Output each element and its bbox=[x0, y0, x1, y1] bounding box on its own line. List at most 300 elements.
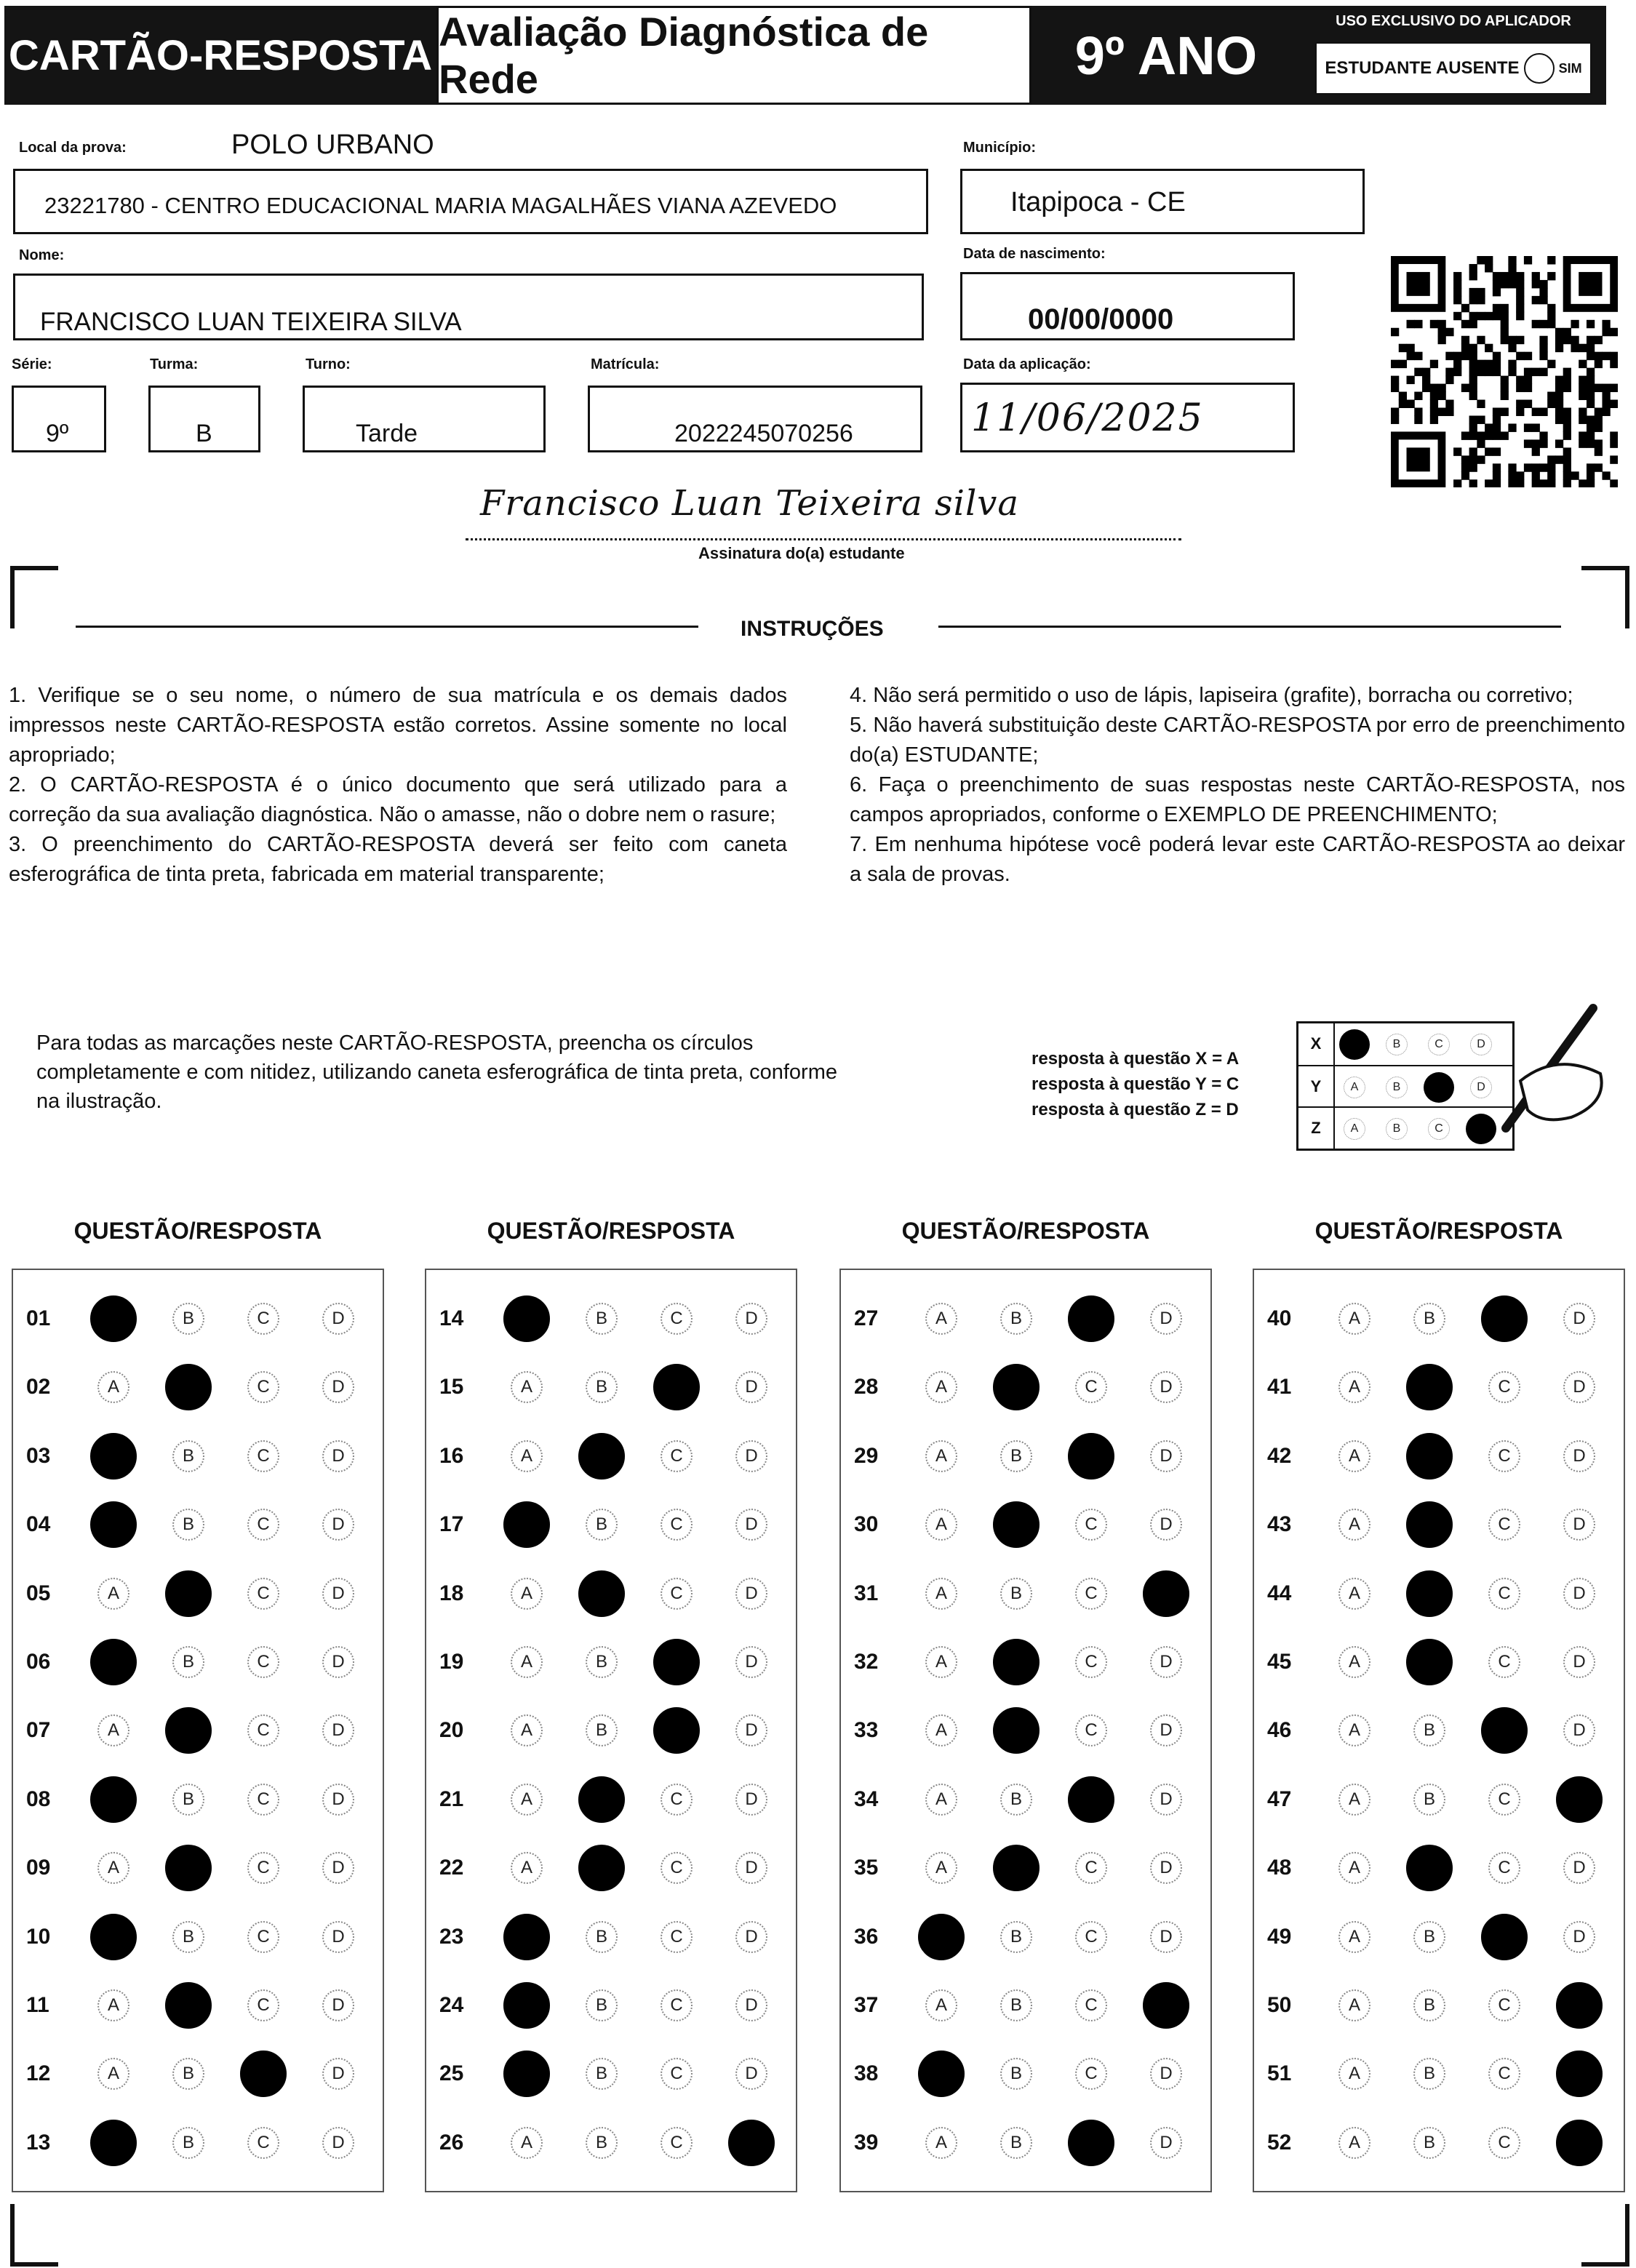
answer-bubble-c[interactable]: C bbox=[661, 1852, 693, 1884]
answer-bubble-d[interactable]: D bbox=[735, 2058, 767, 2090]
answer-bubble-b[interactable]: B bbox=[1000, 1989, 1032, 2021]
answer-bubble-d[interactable]: D bbox=[735, 1578, 767, 1610]
applicator-box bbox=[1301, 6, 1606, 105]
column-header: QUESTÃO/RESPOSTA bbox=[487, 1218, 735, 1244]
school-value: 23221780 - CENTRO EDUCACIONAL MARIA MAGALHÃES VIANA AZEVEDO bbox=[44, 193, 837, 218]
answer-bubble-d[interactable]: D bbox=[322, 1646, 354, 1678]
absent-option: SIM bbox=[1558, 60, 1582, 76]
answer-bubble-c[interactable]: C bbox=[247, 2127, 279, 2159]
answer-bubble-a[interactable]: A bbox=[97, 1714, 129, 1746]
answer-bubble-b[interactable]: B bbox=[1000, 2058, 1032, 2090]
answer-bubble-c[interactable]: C bbox=[247, 1578, 279, 1610]
question-number: 30 bbox=[854, 1512, 879, 1537]
answer-bubble-c[interactable]: C bbox=[1075, 1852, 1107, 1884]
answer-bubble-a[interactable]: A bbox=[1338, 1303, 1370, 1335]
answer-bubble-c[interactable]: C bbox=[1488, 2058, 1520, 2090]
answer-column bbox=[839, 1269, 1212, 2192]
answer-bubble-d[interactable]: D bbox=[1150, 1852, 1182, 1884]
answer-bubble-c[interactable]: C bbox=[661, 1440, 693, 1472]
question-number: 06 bbox=[26, 1650, 51, 1674]
answer-bubble-d[interactable]: D bbox=[1556, 1982, 1603, 2029]
answer-bubble-b[interactable]: B bbox=[1000, 1303, 1032, 1335]
answer-bubble-b[interactable]: B bbox=[1406, 1364, 1453, 1410]
answer-bubble-d[interactable]: D bbox=[1150, 1784, 1182, 1816]
answer-bubble-b[interactable]: B bbox=[1406, 1501, 1453, 1548]
answer-bubble-d[interactable]: D bbox=[735, 1509, 767, 1541]
answer-bubble-d[interactable]: D bbox=[322, 1784, 354, 1816]
answer-bubble-a[interactable]: A bbox=[97, 1371, 129, 1403]
answer-bubble-c[interactable]: C bbox=[1068, 1295, 1114, 1342]
answer-bubble-b[interactable]: B bbox=[1000, 1921, 1032, 1953]
answer-bubble-d[interactable]: D bbox=[735, 1714, 767, 1746]
answer-bubble-c[interactable]: C bbox=[1488, 1989, 1520, 2021]
answer-bubble-d[interactable]: D bbox=[322, 1509, 354, 1541]
answer-bubble-b[interactable]: B bbox=[172, 1921, 204, 1953]
answer-bubble-b[interactable]: B bbox=[172, 2058, 204, 2090]
answer-column bbox=[425, 1269, 797, 2192]
question-number: 08 bbox=[26, 1786, 51, 1811]
answer-bubble-b[interactable]: B bbox=[165, 1364, 212, 1410]
answer-bubble-a[interactable]: A bbox=[1338, 2127, 1370, 2159]
answer-bubble-c[interactable]: C bbox=[1075, 1921, 1107, 1953]
answer-bubble-a[interactable]: A bbox=[925, 1646, 957, 1678]
question-number: 39 bbox=[854, 2130, 879, 2155]
answer-bubble-d[interactable]: D bbox=[322, 1921, 354, 1953]
answer-bubble-a[interactable]: A bbox=[511, 1440, 543, 1472]
answer-bubble-a[interactable]: A bbox=[1338, 1784, 1370, 1816]
answer-bubble-d[interactable]: D bbox=[1150, 1509, 1182, 1541]
example-bubble: C bbox=[1428, 1034, 1450, 1055]
question-row bbox=[1254, 2109, 1624, 2177]
instruction-3: 3. O preenchimento do CARTÃO-RESPOSTA deverá ser feito com caneta esferográfica de tinta preta, fabricada em material transparente; bbox=[9, 833, 787, 886]
answer-bubble-c[interactable]: C bbox=[661, 1303, 693, 1335]
example-question-label: Z bbox=[1298, 1108, 1335, 1149]
answer-bubble-d[interactable]: D bbox=[735, 1784, 767, 1816]
answer-bubble-b[interactable]: B bbox=[586, 2058, 618, 2090]
answer-bubble-a[interactable]: A bbox=[503, 1501, 550, 1548]
answer-bubble-a[interactable]: A bbox=[925, 1784, 957, 1816]
answer-bubble-c[interactable]: C bbox=[653, 1707, 700, 1754]
question-number: 51 bbox=[1267, 2061, 1292, 2086]
question-number: 09 bbox=[26, 1856, 51, 1880]
answer-bubble-c[interactable]: C bbox=[240, 2051, 287, 2097]
answer-bubble-a[interactable]: A bbox=[1338, 1989, 1370, 2021]
instruction-7: 7. Em nenhuma hipótese você poderá levar este CARTÃO-RESPOSTA ao deixar a sala de provas. bbox=[850, 833, 1625, 886]
question-number: 50 bbox=[1267, 1993, 1292, 2017]
answer-bubble-c[interactable]: C bbox=[661, 1509, 693, 1541]
answer-bubble-b[interactable]: B bbox=[165, 1707, 212, 1754]
answer-bubble-c[interactable]: C bbox=[653, 1364, 700, 1410]
answer-bubble-c[interactable]: C bbox=[1488, 1440, 1520, 1472]
answer-bubble-c[interactable]: C bbox=[1481, 1295, 1528, 1342]
signature-label: Assinatura do(a) estudante bbox=[698, 544, 905, 562]
answer-bubble-d[interactable]: D bbox=[1563, 1303, 1595, 1335]
answer-bubble-d[interactable]: D bbox=[735, 1852, 767, 1884]
answer-bubble-d[interactable]: D bbox=[1563, 1371, 1595, 1403]
question-row bbox=[426, 1628, 796, 1696]
answer-bubble-b[interactable]: B bbox=[1413, 1921, 1445, 1953]
answer-bubble-a[interactable]: A bbox=[925, 1578, 957, 1610]
question-row bbox=[13, 1971, 383, 2040]
question-number: 28 bbox=[854, 1375, 879, 1399]
answer-bubble-c[interactable]: C bbox=[1488, 1852, 1520, 1884]
answer-bubble-c[interactable]: C bbox=[1068, 2120, 1114, 2166]
answer-bubble-d[interactable]: D bbox=[1556, 1776, 1603, 1823]
answer-bubble-b[interactable]: B bbox=[1000, 1440, 1032, 1472]
name-field bbox=[13, 273, 924, 340]
answer-bubble-c[interactable]: C bbox=[661, 1989, 693, 2021]
answer-bubble-b[interactable]: B bbox=[1000, 2127, 1032, 2159]
answer-bubble-a[interactable]: A bbox=[511, 1784, 543, 1816]
answer-bubble-a[interactable]: A bbox=[90, 1639, 137, 1685]
answer-bubble-b[interactable]: B bbox=[586, 1371, 618, 1403]
absent-label: ESTUDANTE AUSENTE bbox=[1325, 58, 1520, 78]
question-number: 36 bbox=[854, 1924, 879, 1949]
answer-bubble-d[interactable]: D bbox=[1556, 2051, 1603, 2097]
answer-bubble-c[interactable]: C bbox=[661, 1578, 693, 1610]
answer-bubble-b[interactable]: B bbox=[1413, 1714, 1445, 1746]
answer-bubble-b[interactable]: B bbox=[586, 1714, 618, 1746]
grade-value: 9º bbox=[46, 420, 69, 447]
answer-bubble-a[interactable]: A bbox=[925, 1989, 957, 2021]
question-row bbox=[1254, 1903, 1624, 1971]
answer-bubble-d[interactable]: D bbox=[735, 1303, 767, 1335]
answer-bubble-a[interactable]: A bbox=[511, 2127, 543, 2159]
answer-bubble-b[interactable]: B bbox=[993, 1639, 1040, 1685]
question-row bbox=[841, 1422, 1210, 1490]
example-bubble-filled: A bbox=[1339, 1029, 1370, 1060]
answer-bubble-a[interactable]: A bbox=[925, 1714, 957, 1746]
exam-title: Avaliação Diagnóstica de Rede bbox=[436, 6, 1032, 105]
answer-bubble-b[interactable]: B bbox=[1406, 1433, 1453, 1480]
question-number: 48 bbox=[1267, 1856, 1292, 1880]
question-number: 16 bbox=[439, 1443, 464, 1468]
question-number: 07 bbox=[26, 1718, 51, 1743]
answer-bubble-d[interactable]: D bbox=[1150, 1714, 1182, 1746]
answer-bubble-d[interactable]: D bbox=[322, 1371, 354, 1403]
answer-bubble-c[interactable]: C bbox=[1481, 1707, 1528, 1754]
answer-bubble-a[interactable]: A bbox=[918, 2051, 965, 2097]
answer-bubble-c[interactable]: C bbox=[247, 1303, 279, 1335]
frame-corner-br bbox=[1581, 2204, 1629, 2267]
answer-bubble-c[interactable]: C bbox=[1075, 2058, 1107, 2090]
answer-bubble-d[interactable]: D bbox=[322, 1852, 354, 1884]
enroll-field bbox=[588, 386, 922, 452]
answer-bubble-c[interactable]: C bbox=[247, 1509, 279, 1541]
answer-bubble-a[interactable]: A bbox=[1338, 1646, 1370, 1678]
question-number: 46 bbox=[1267, 1718, 1292, 1743]
local-value: POLO URBANO bbox=[231, 129, 434, 160]
answer-bubble-b[interactable]: B bbox=[578, 1433, 625, 1480]
question-row bbox=[13, 1834, 383, 1902]
answer-bubble-c[interactable]: C bbox=[1075, 1509, 1107, 1541]
answer-bubble-a[interactable]: A bbox=[1338, 1371, 1370, 1403]
answer-bubble-c[interactable]: C bbox=[1075, 1646, 1107, 1678]
answer-bubble-a[interactable]: A bbox=[90, 1776, 137, 1823]
absent-bubble[interactable] bbox=[1524, 53, 1555, 84]
answer-bubble-b[interactable]: B bbox=[993, 1845, 1040, 1891]
answer-bubble-a[interactable]: A bbox=[925, 2127, 957, 2159]
question-row bbox=[841, 2040, 1210, 2108]
question-row bbox=[1254, 1971, 1624, 2040]
answer-bubble-c[interactable]: C bbox=[661, 2058, 693, 2090]
answer-bubble-c[interactable]: C bbox=[1075, 1578, 1107, 1610]
answer-bubble-d[interactable]: D bbox=[735, 1921, 767, 1953]
answer-bubble-b[interactable]: B bbox=[172, 1784, 204, 1816]
answer-bubble-b[interactable]: B bbox=[1413, 1303, 1445, 1335]
answer-bubble-d[interactable]: D bbox=[1563, 1578, 1595, 1610]
answer-bubble-c[interactable]: C bbox=[247, 1646, 279, 1678]
answer-bubble-a[interactable]: A bbox=[1338, 1578, 1370, 1610]
answer-bubble-c[interactable]: C bbox=[247, 1371, 279, 1403]
answer-bubble-b[interactable]: B bbox=[172, 1440, 204, 1472]
answer-bubble-d[interactable]: D bbox=[322, 1303, 354, 1335]
answer-bubble-b[interactable]: B bbox=[586, 1989, 618, 2021]
answer-bubble-c[interactable]: C bbox=[247, 1714, 279, 1746]
answer-bubble-c[interactable]: C bbox=[247, 1989, 279, 2021]
answer-bubble-a[interactable]: A bbox=[503, 1295, 550, 1342]
answer-bubble-a[interactable]: A bbox=[503, 1914, 550, 1960]
question-number: 41 bbox=[1267, 1375, 1292, 1399]
answer-bubble-a[interactable]: A bbox=[511, 1646, 543, 1678]
answer-bubble-d[interactable]: D bbox=[1563, 1646, 1595, 1678]
answer-bubble-c[interactable]: C bbox=[247, 1784, 279, 1816]
example-bubble: D bbox=[1470, 1077, 1492, 1098]
answer-bubble-d[interactable]: D bbox=[322, 1714, 354, 1746]
answer-bubble-b[interactable]: B bbox=[586, 1509, 618, 1541]
answer-bubble-b[interactable]: B bbox=[1413, 2058, 1445, 2090]
answer-bubble-a[interactable]: A bbox=[90, 1433, 137, 1480]
answer-bubble-a[interactable]: A bbox=[918, 1914, 965, 1960]
answer-bubble-a[interactable]: A bbox=[97, 2058, 129, 2090]
question-number: 02 bbox=[26, 1375, 51, 1399]
answer-bubble-a[interactable]: A bbox=[1338, 1509, 1370, 1541]
answer-bubble-c[interactable]: C bbox=[1488, 1646, 1520, 1678]
answer-bubble-c[interactable]: C bbox=[1075, 1714, 1107, 1746]
question-number: 31 bbox=[854, 1581, 879, 1605]
birth-field bbox=[960, 272, 1295, 340]
question-number: 37 bbox=[854, 1993, 879, 2017]
answer-bubble-a[interactable]: A bbox=[925, 1303, 957, 1335]
answer-bubble-a[interactable]: A bbox=[925, 1509, 957, 1541]
answer-bubble-b[interactable]: B bbox=[578, 1845, 625, 1891]
answer-bubble-b[interactable]: B bbox=[993, 1501, 1040, 1548]
question-row bbox=[841, 1696, 1210, 1765]
question-number: 18 bbox=[439, 1581, 464, 1605]
answer-bubble-b[interactable]: B bbox=[1000, 1784, 1032, 1816]
answer-bubble-a[interactable]: A bbox=[511, 1852, 543, 1884]
answer-bubble-d[interactable]: D bbox=[1143, 1982, 1189, 2029]
answer-column bbox=[1253, 1269, 1625, 2192]
question-row bbox=[426, 1422, 796, 1490]
column-header: QUESTÃO/RESPOSTA bbox=[901, 1218, 1150, 1244]
answer-bubble-b[interactable]: B bbox=[1406, 1570, 1453, 1617]
answer-bubble-d[interactable]: D bbox=[1563, 1714, 1595, 1746]
answer-bubble-a[interactable]: A bbox=[925, 1440, 957, 1472]
example-bubble: A bbox=[1344, 1077, 1365, 1098]
answer-bubble-b[interactable]: B bbox=[172, 1303, 204, 1335]
answer-bubble-b[interactable]: B bbox=[172, 2127, 204, 2159]
answer-bubble-d[interactable]: D bbox=[1563, 1852, 1595, 1884]
answer-bubble-d[interactable]: D bbox=[1150, 1440, 1182, 1472]
answer-bubble-b[interactable]: B bbox=[172, 1646, 204, 1678]
question-row bbox=[13, 2109, 383, 2177]
question-number: 01 bbox=[26, 1306, 51, 1330]
answer-bubble-a[interactable]: A bbox=[503, 2051, 550, 2097]
answer-bubble-b[interactable]: B bbox=[165, 1845, 212, 1891]
answer-bubble-b[interactable]: B bbox=[578, 1776, 625, 1823]
question-row bbox=[426, 2109, 796, 2177]
answer-bubble-c[interactable]: C bbox=[247, 1852, 279, 1884]
answer-bubble-a[interactable]: A bbox=[1338, 2058, 1370, 2090]
answer-bubble-c[interactable]: C bbox=[661, 2127, 693, 2159]
answer-bubble-b[interactable]: B bbox=[1413, 2127, 1445, 2159]
answer-bubble-a[interactable]: A bbox=[1338, 1440, 1370, 1472]
answer-bubble-d[interactable]: D bbox=[1150, 1646, 1182, 1678]
answer-bubble-a[interactable]: A bbox=[925, 1371, 957, 1403]
answer-bubble-a[interactable]: A bbox=[925, 1852, 957, 1884]
answer-bubble-d[interactable]: D bbox=[322, 2058, 354, 2090]
answer-bubble-d[interactable]: D bbox=[322, 2127, 354, 2159]
question-row bbox=[13, 2040, 383, 2108]
answer-bubble-d[interactable]: D bbox=[1150, 1371, 1182, 1403]
answer-bubble-c[interactable]: C bbox=[1488, 1578, 1520, 1610]
name-label: Nome: bbox=[19, 247, 65, 263]
question-row bbox=[426, 1490, 796, 1559]
answer-bubble-b[interactable]: B bbox=[1000, 1578, 1032, 1610]
answer-bubble-b[interactable]: B bbox=[993, 1364, 1040, 1410]
answer-bubble-c[interactable]: C bbox=[1488, 1509, 1520, 1541]
answer-bubble-c[interactable]: C bbox=[1075, 1371, 1107, 1403]
answer-bubble-d[interactable]: D bbox=[735, 1371, 767, 1403]
answer-bubble-c[interactable]: C bbox=[1488, 1784, 1520, 1816]
answer-bubble-d[interactable]: D bbox=[1150, 1921, 1182, 1953]
answer-bubble-c[interactable]: C bbox=[661, 1921, 693, 1953]
answer-bubble-b[interactable]: B bbox=[578, 1570, 625, 1617]
answer-bubble-b[interactable]: B bbox=[165, 1570, 212, 1617]
question-row bbox=[841, 1353, 1210, 1421]
answer-bubble-a[interactable]: A bbox=[90, 2120, 137, 2166]
answer-bubble-c[interactable]: C bbox=[1068, 1776, 1114, 1823]
question-row bbox=[841, 1490, 1210, 1559]
answer-bubble-a[interactable]: A bbox=[1338, 1921, 1370, 1953]
answer-bubble-b[interactable]: B bbox=[586, 2127, 618, 2159]
question-number: 44 bbox=[1267, 1581, 1292, 1605]
answer-bubble-d[interactable]: D bbox=[1150, 2058, 1182, 2090]
answer-bubble-b[interactable]: B bbox=[586, 1303, 618, 1335]
answer-bubble-d[interactable]: D bbox=[322, 1989, 354, 2021]
question-row bbox=[841, 1285, 1210, 1353]
answer-bubble-a[interactable]: A bbox=[511, 1714, 543, 1746]
answer-bubble-a[interactable]: A bbox=[97, 1578, 129, 1610]
answer-bubble-d[interactable]: D bbox=[1563, 1921, 1595, 1953]
answer-bubble-c[interactable]: C bbox=[653, 1639, 700, 1685]
question-row bbox=[1254, 1696, 1624, 1765]
answer-bubble-a[interactable]: A bbox=[1338, 1714, 1370, 1746]
shift-field bbox=[303, 386, 546, 452]
answer-bubble-d[interactable]: D bbox=[1143, 1570, 1189, 1617]
answer-bubble-c[interactable]: C bbox=[1481, 1914, 1528, 1960]
example-bubble: C bbox=[1428, 1118, 1450, 1140]
answer-bubble-d[interactable]: D bbox=[322, 1578, 354, 1610]
question-row bbox=[841, 1560, 1210, 1628]
answer-bubble-b[interactable]: B bbox=[586, 1646, 618, 1678]
answer-bubble-d[interactable]: D bbox=[735, 1989, 767, 2021]
question-number: 23 bbox=[439, 1924, 464, 1949]
answer-bubble-b[interactable]: B bbox=[172, 1509, 204, 1541]
answer-bubble-b[interactable]: B bbox=[1413, 1784, 1445, 1816]
appdate-label: Data da aplicação: bbox=[963, 356, 1091, 372]
answer-bubble-c[interactable]: C bbox=[1068, 1433, 1114, 1480]
answer-bubble-b[interactable]: B bbox=[1406, 1845, 1453, 1891]
question-row bbox=[13, 1696, 383, 1765]
answer-bubble-d[interactable]: D bbox=[1150, 2127, 1182, 2159]
instruction-4: 4. Não será permitido o uso de lápis, lapiseira (grafite), borracha ou corretivo; bbox=[850, 684, 1573, 707]
answer-bubble-c[interactable]: C bbox=[247, 1921, 279, 1953]
answer-bubble-c[interactable]: C bbox=[1488, 2127, 1520, 2159]
instruction-6: 6. Faça o preenchimento de suas respostas neste CARTÃO-RESPOSTA, nos campos apropriados, conforme o EXEMPLO DE PREENCHIMENTO; bbox=[850, 773, 1625, 826]
example-line-x: resposta à questão X = A bbox=[1032, 1049, 1240, 1069]
answer-bubble-d[interactable]: D bbox=[1563, 1440, 1595, 1472]
question-number: 27 bbox=[854, 1306, 879, 1330]
question-row bbox=[1254, 1834, 1624, 1902]
answer-bubble-a[interactable]: A bbox=[511, 1578, 543, 1610]
answer-bubble-d[interactable]: D bbox=[1556, 2120, 1603, 2166]
answer-bubble-d[interactable]: D bbox=[322, 1440, 354, 1472]
answer-bubble-a[interactable]: A bbox=[511, 1371, 543, 1403]
answer-bubble-b[interactable]: B bbox=[586, 1921, 618, 1953]
answer-bubble-c[interactable]: C bbox=[1488, 1371, 1520, 1403]
answer-bubble-a[interactable]: A bbox=[97, 1852, 129, 1884]
answer-bubble-a[interactable]: A bbox=[503, 1982, 550, 2029]
question-number: 45 bbox=[1267, 1650, 1292, 1674]
question-number: 05 bbox=[26, 1581, 51, 1605]
answer-bubble-a[interactable]: A bbox=[90, 1295, 137, 1342]
answer-bubble-d[interactable]: D bbox=[1563, 1509, 1595, 1541]
birth-value: 00/00/0000 bbox=[1028, 303, 1174, 335]
answer-bubble-b[interactable]: B bbox=[993, 1707, 1040, 1754]
question-row bbox=[1254, 1765, 1624, 1834]
question-number: 15 bbox=[439, 1375, 464, 1399]
answer-bubble-a[interactable]: A bbox=[90, 1914, 137, 1960]
question-row bbox=[1254, 1353, 1624, 1421]
answer-bubble-a[interactable]: A bbox=[90, 1501, 137, 1548]
answer-bubble-c[interactable]: C bbox=[1075, 1989, 1107, 2021]
question-number: 34 bbox=[854, 1786, 879, 1811]
answer-bubble-d[interactable]: D bbox=[728, 2120, 775, 2166]
answer-bubble-b[interactable]: B bbox=[1406, 1639, 1453, 1685]
answer-bubble-d[interactable]: D bbox=[735, 1646, 767, 1678]
question-row bbox=[841, 1971, 1210, 2040]
question-row bbox=[1254, 1285, 1624, 1353]
answer-bubble-b[interactable]: B bbox=[1413, 1989, 1445, 2021]
question-number: 40 bbox=[1267, 1306, 1292, 1330]
answer-bubble-a[interactable]: A bbox=[1338, 1852, 1370, 1884]
appdate-field bbox=[960, 383, 1295, 452]
answer-bubble-d[interactable]: D bbox=[1150, 1303, 1182, 1335]
answer-bubble-a[interactable]: A bbox=[97, 1989, 129, 2021]
example-bubble: D bbox=[1470, 1034, 1492, 1055]
answer-column bbox=[12, 1269, 384, 2192]
answer-bubble-c[interactable]: C bbox=[661, 1784, 693, 1816]
answer-bubble-d[interactable]: D bbox=[735, 1440, 767, 1472]
question-row bbox=[1254, 1422, 1624, 1490]
question-number: 35 bbox=[854, 1856, 879, 1880]
answer-bubble-b[interactable]: B bbox=[165, 1982, 212, 2029]
answer-bubble-c[interactable]: C bbox=[247, 1440, 279, 1472]
question-row bbox=[841, 1628, 1210, 1696]
city-label: Município: bbox=[963, 140, 1036, 156]
